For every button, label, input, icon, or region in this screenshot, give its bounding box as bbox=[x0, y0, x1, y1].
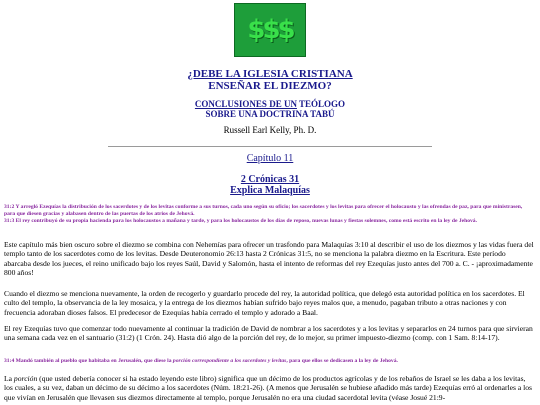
divider-line bbox=[108, 146, 432, 147]
book-subtitle-line-1 bbox=[0, 99, 540, 109]
paragraph-3: El rey Ezequías tuvo que comenzar todo nuevamente al continuar la tradición de David de nombrar a los sacerdotes y a los levitas y separarlos en 24 turnos para que sirvieran una semana cada vez en el santuario (31:2) (1 Crón. 24). Hasta dió algo de la porción del rey, de lo mejor, su primer impuesto-diezmo (comp. con 1 Sam. 8:14-17). bbox=[4, 324, 533, 343]
book-title-line-2: ENSEÑAR EL DIEZMO? bbox=[208, 80, 332, 92]
book-subtitle bbox=[0, 99, 540, 119]
chapter-link[interactable]: Capítulo 11 bbox=[246, 153, 294, 164]
author-name: Russell Earl Kelly, Ph. D. bbox=[223, 125, 317, 135]
paragraph-4-start: La bbox=[4, 374, 14, 383]
verse-31-4-end: , para que ellos se dedicasen a la ley de Jehová. bbox=[286, 358, 398, 364]
book-title-line-1: ¿DEBE LA IGLESIA CRISTIANA bbox=[187, 68, 353, 80]
paragraph-4-italic: porción bbox=[13, 374, 38, 383]
paragraph-4 bbox=[4, 374, 534, 402]
subtitle-underlined-part: CONCLUSIONES DE UN bbox=[194, 99, 297, 109]
chapter-ref-link-1[interactable]: 2 Crónicas 31 bbox=[240, 174, 300, 185]
paragraph-1: Este capítulo más bien oscuro sobre el diezmo se combina con Nehemías para ofrecer un trasfondo para Malaquías 3:10 al describir el uso de los diezmos y las vidas fuera del templo tanto de los sacerdotes como de los levitas. Desde Deuteronomio 26:13 hasta 2 Crónicas 31:5, no se menciona la palabra diezmo en la Escritura. Este período abarcaba desde los jueces, el reino unificado bajo los reyes Saúl, David y Salomón, hasta el intento de reformas del rey Ezequías justo antes del 700 a. C. - ¡aproximadamente 800 años! bbox=[4, 240, 534, 278]
subtitle-rest-part: TEÓLOGO bbox=[296, 99, 346, 109]
verse-block-1 bbox=[4, 204, 534, 225]
book-subtitle-line-2: SOBRE UNA DOCTRINA TABÚ bbox=[205, 109, 335, 119]
paragraph-4-rest: (que usted debería conocer si ha estado leyendo este libro) significa que un décimo de los productos agrícolas y de los rebaños de Israel se les daba a los levitas, los cuales, a su vez, daban un décimo de su décimo a los sacerdotes (Núm. 18:21-26). (A menos que Jerusalén se hubiese añadido más tarde) Ezequías erró al ordenarles a los que vivían en Jerusalén que llevasen sus diezmos directamente al templo, porque Jerusalén no era una ciudad sacerdotal levita (véase Josué 21:9- bbox=[4, 374, 533, 402]
verse-31-4 bbox=[4, 358, 534, 365]
verse-31-4-italic: porción correspondiente a los sacerdotes y levitas bbox=[172, 358, 287, 364]
verse-31-4-start: 31:4 Mandó también al pueblo que habitaba en Jerusalén, que diese la bbox=[4, 358, 173, 364]
chapter-ref-link-2[interactable]: Explica Malaquías bbox=[230, 185, 310, 196]
verse-31-2: 31:2 Y arregló Ezequías la distribución de los sacerdotes y de los levitas conforme a sus turnos, cada uno según su oficio; los sacerdotes y los levitas para ofrecer el holocausto y las ofrendas de paz, para que ministrasen, para que diesen gracias y alabasen dentro de las puertas de los atrios de Jehová. bbox=[4, 204, 523, 217]
book-title bbox=[0, 68, 540, 92]
paragraph-2: Cuando el diezmo se menciona nuevamente, la orden de recogerlo y guardarlo procede del rey, la autoridad política, que delegó esta autoridad política en los sacerdotes. El culto del templo, la observancia de la ley mosaica, y la entrega de los diezmos habían sufrido bajo reyes malos que, a menudo, pagaban tributo a otras naciones y con frecuencia adoraban dioses falsos. El predecesor de Ezequías había cerrado el templo y adorado a Baal. bbox=[4, 289, 525, 317]
dollar-logo-text: $$$ bbox=[247, 15, 293, 45]
dollar-logo-image bbox=[234, 3, 306, 57]
verse-31-3: 31:3 El rey contribuyó de su propia hacienda para los holocaustos a mañana y tarde, y para los holocaustos de los días de reposo, nuevas lunas y fiestas solemnes, como está escrito en la ley de Jehová. bbox=[4, 218, 478, 224]
